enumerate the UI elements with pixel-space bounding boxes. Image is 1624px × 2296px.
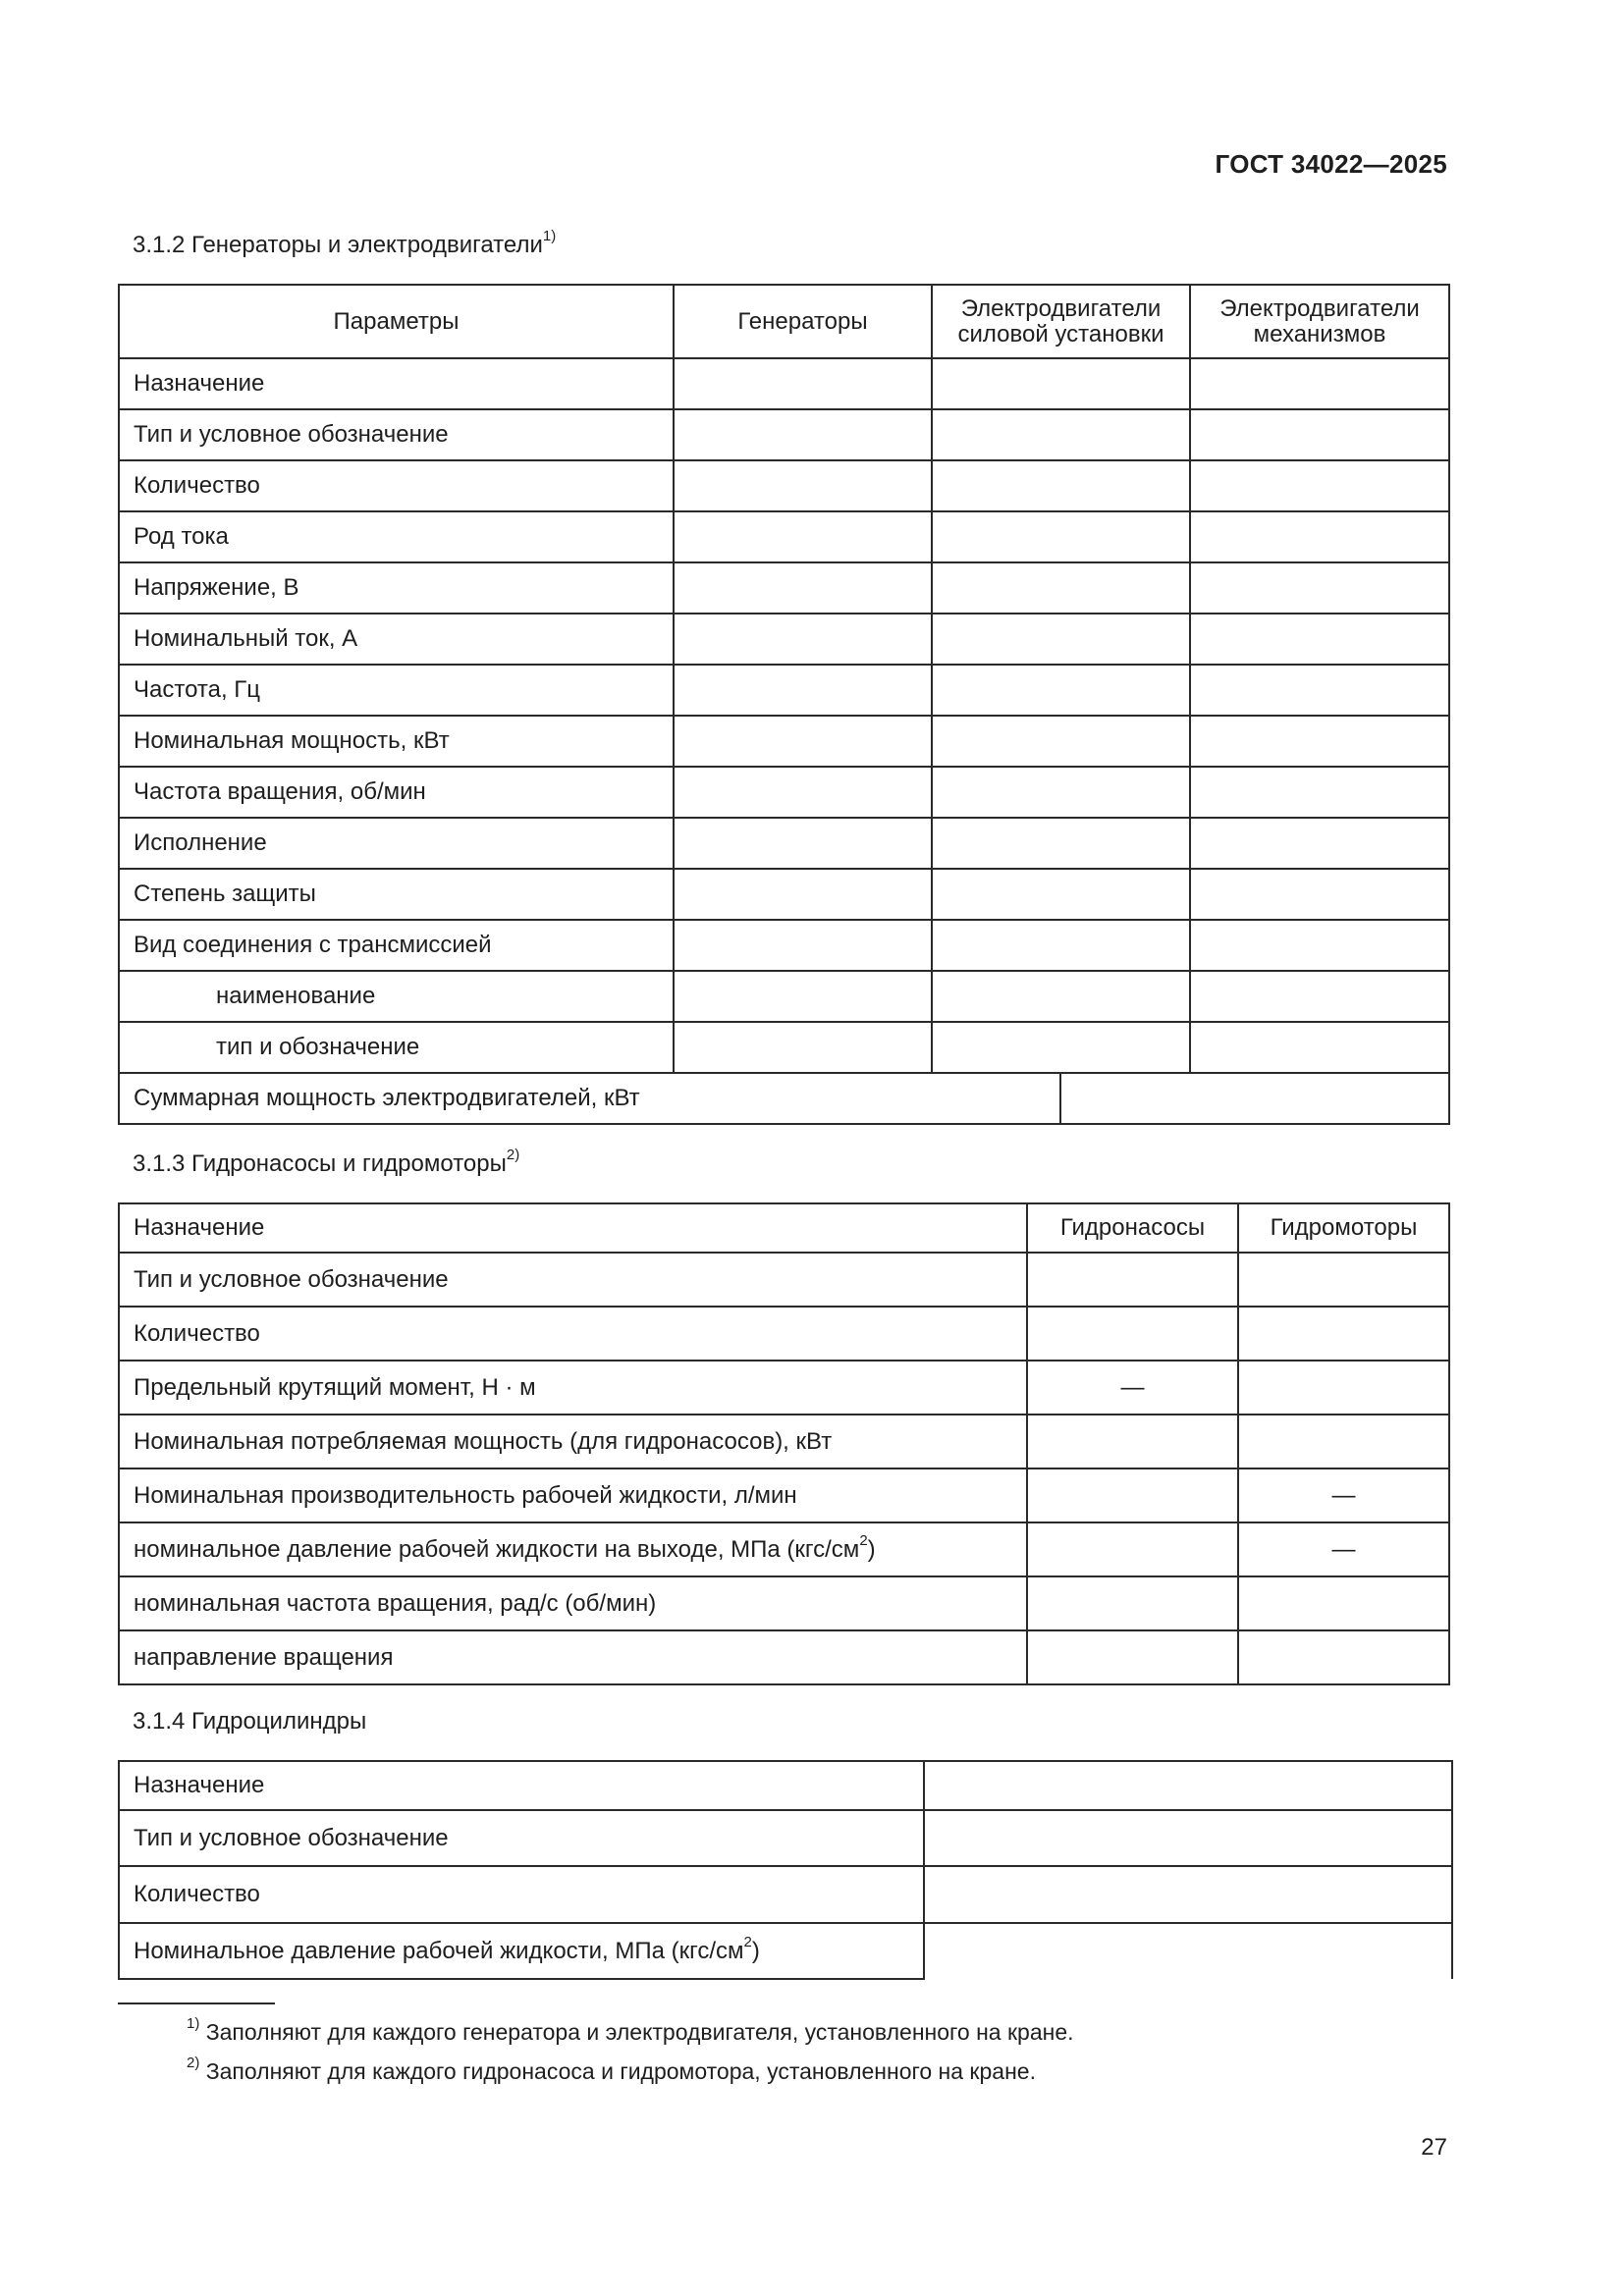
cell-mechanism-motors[interactable] [1190, 1022, 1449, 1073]
cell-power-motors[interactable] [932, 716, 1190, 767]
cell-mechanism-motors[interactable] [1190, 562, 1449, 614]
col-header-mechanism-motors-line-1: Электродвигатели [1219, 294, 1420, 322]
cell-generators[interactable] [674, 358, 932, 409]
table-row [119, 1307, 1449, 1361]
cell-value[interactable] [924, 1866, 1452, 1923]
row-label: направление вращения [119, 1630, 1027, 1684]
cell-power-motors[interactable] [932, 971, 1190, 1022]
pumps-motors-table [118, 1202, 1450, 1685]
section-312-title [133, 228, 557, 259]
cell-generators[interactable] [674, 511, 932, 562]
cell-mechanism-motors[interactable] [1190, 716, 1449, 767]
cell-pumps[interactable] [1027, 1468, 1238, 1522]
cell-power-motors[interactable] [932, 358, 1190, 409]
cell-motors[interactable] [1238, 1361, 1449, 1415]
row-label-superscript: 2 [743, 1933, 752, 1950]
row-label: Род тока [119, 511, 674, 562]
row-label: Номинальная потребляемая мощность (для гидронасосов), кВт [119, 1415, 1027, 1468]
cell-pumps[interactable] [1027, 1576, 1238, 1630]
row-label: Номинальный ток, А [119, 614, 674, 665]
footnote-1-mark: 1) [187, 2015, 200, 2033]
col-header-motors: Гидромоторы [1238, 1203, 1449, 1253]
cell-power-motors[interactable] [932, 562, 1190, 614]
table-row [119, 920, 1449, 971]
col-header-mechanism-motors [1190, 285, 1449, 358]
table-row [119, 869, 1449, 920]
cell-generators[interactable] [674, 665, 932, 716]
cell-motors[interactable] [1238, 1630, 1449, 1684]
cylinders-table [118, 1760, 1453, 1980]
section-312-title-text: 3.1.2 Генераторы и электродвигатели [133, 232, 543, 258]
footnote-ref-2: 2) [506, 1147, 520, 1163]
cell-power-motors[interactable] [932, 920, 1190, 971]
footnote-2 [187, 2055, 1036, 2085]
table-row [119, 1361, 1449, 1415]
row-label-tail: ) [751, 1937, 760, 1964]
col-header-power-motors-line-1: Электродвигатели [960, 294, 1162, 322]
table-row [119, 1576, 1449, 1630]
table-header-row [119, 285, 1449, 358]
cell-generators[interactable] [674, 920, 932, 971]
footnote-divider [118, 2002, 275, 2004]
table-row [119, 1415, 1449, 1468]
row-label: номинальная частота вращения, рад/с (об/мин) [119, 1576, 1027, 1630]
cell-power-motors[interactable] [932, 511, 1190, 562]
cell-value[interactable] [924, 1923, 1452, 1979]
row-label: Тип и условное обозначение [119, 1810, 924, 1866]
row-label: Тип и условное обозначение [119, 1253, 1027, 1307]
footnote-ref-1: 1) [542, 228, 557, 244]
table-row [119, 1522, 1449, 1576]
cell-generators[interactable] [674, 818, 932, 869]
col-header-mechanism-motors-line-2: механизмов [1253, 320, 1386, 347]
row-label: Исполнение [119, 818, 674, 869]
row-label-sub: тип и обозначение [119, 1022, 674, 1073]
table-row [119, 511, 1449, 562]
footnote-1-text: Заполняют для каждого генератора и электродвигателя, установленного на кране. [205, 2019, 1074, 2045]
cell-mechanism-motors[interactable] [1190, 767, 1449, 818]
col-header-pumps: Гидронасосы [1027, 1203, 1238, 1253]
row-label-tail: ) [867, 1535, 876, 1563]
row-label: Степень защиты [119, 869, 674, 920]
table-total-row [119, 1073, 1449, 1124]
col-header-power-motors [932, 285, 1190, 358]
table-row [119, 562, 1449, 614]
cell-generators[interactable] [674, 971, 932, 1022]
table-row [119, 665, 1449, 716]
table-row [119, 1022, 1449, 1073]
table-header-row [119, 1203, 1449, 1253]
cell-generators[interactable] [674, 767, 932, 818]
row-label: Назначение [119, 358, 674, 409]
cell-power-motors[interactable] [932, 460, 1190, 511]
cell-mechanism-motors[interactable] [1190, 460, 1449, 511]
cell-generators[interactable] [674, 1022, 932, 1073]
cell-power-motors[interactable] [932, 869, 1190, 920]
row-label [119, 1522, 1027, 1576]
cell-mechanism-motors[interactable] [1190, 818, 1449, 869]
cell-power-motors[interactable] [932, 409, 1190, 460]
cell-power-motors[interactable] [932, 818, 1190, 869]
cell-power-motors[interactable] [932, 767, 1190, 818]
cell-mechanism-motors[interactable] [1190, 869, 1449, 920]
row-label: Назначение [119, 1761, 924, 1810]
row-label: Номинальная производительность рабочей жидкости, л/мин [119, 1468, 1027, 1522]
row-label: Тип и условное обозначение [119, 409, 674, 460]
footnote-2-text: Заполняют для каждого гидронасоса и гидромотора, установленного на кране. [205, 2058, 1036, 2084]
cell-motors[interactable]: — [1238, 1522, 1449, 1576]
cell-mechanism-motors[interactable] [1190, 358, 1449, 409]
page-number: 27 [1421, 2134, 1447, 2161]
table-row [119, 818, 1449, 869]
section-314-title: 3.1.4 Гидроцилиндры [133, 1708, 367, 1735]
row-label: Количество [119, 1866, 924, 1923]
row-label: Частота, Гц [119, 665, 674, 716]
cell-motors[interactable] [1238, 1576, 1449, 1630]
table-row [119, 614, 1449, 665]
table-row [119, 1761, 1452, 1810]
footnote-1 [187, 2015, 1074, 2046]
col-header-parameters: Параметры [119, 285, 674, 358]
row-label-text: номинальное давление рабочей жидкости на выходе, МПа (кгс/см [134, 1535, 860, 1563]
table-row [119, 460, 1449, 511]
cell-power-motors[interactable] [932, 1022, 1190, 1073]
row-label: Количество [119, 1307, 1027, 1361]
cell-power-motors[interactable] [932, 665, 1190, 716]
cell-generators[interactable] [674, 562, 932, 614]
cell-mechanism-motors[interactable] [1190, 920, 1449, 971]
row-label: Частота вращения, об/мин [119, 767, 674, 818]
table-row [119, 767, 1449, 818]
section-313-title-text: 3.1.3 Гидронасосы и гидромоторы [133, 1150, 507, 1177]
cell-mechanism-motors[interactable] [1190, 971, 1449, 1022]
document-code: ГОСТ 34022—2025 [1215, 149, 1447, 179]
cell-pumps[interactable] [1027, 1415, 1238, 1468]
cell-pumps[interactable] [1027, 1307, 1238, 1361]
row-label: Напряжение, В [119, 562, 674, 614]
row-label: Вид соединения с трансмиссией [119, 920, 674, 971]
cell-pumps[interactable] [1027, 1522, 1238, 1576]
section-313-title [133, 1147, 520, 1178]
cell-total-power[interactable] [1060, 1073, 1449, 1124]
table-row [119, 409, 1449, 460]
cell-motors[interactable] [1238, 1307, 1449, 1361]
table-row [119, 1630, 1449, 1684]
cell-motors[interactable] [1238, 1253, 1449, 1307]
table-row [119, 1253, 1449, 1307]
table-row [119, 358, 1449, 409]
table-row [119, 1810, 1452, 1866]
cell-mechanism-motors[interactable] [1190, 614, 1449, 665]
cell-generators[interactable] [674, 460, 932, 511]
table-row [119, 971, 1449, 1022]
table-row [119, 1923, 1452, 1979]
row-label [119, 1923, 924, 1979]
table-row [119, 1468, 1449, 1522]
cell-pumps[interactable] [1027, 1630, 1238, 1684]
col-header-generators: Генераторы [674, 285, 932, 358]
row-label: Предельный крутящий момент, Н · м [119, 1361, 1027, 1415]
cell-mechanism-motors[interactable] [1190, 409, 1449, 460]
cell-value[interactable] [924, 1761, 1452, 1810]
cell-pumps[interactable] [1027, 1253, 1238, 1307]
table-row [119, 716, 1449, 767]
total-power-label: Суммарная мощность электродвигателей, кВт [119, 1073, 1060, 1124]
cell-mechanism-motors[interactable] [1190, 665, 1449, 716]
row-label: Номинальная мощность, кВт [119, 716, 674, 767]
row-label-text: Номинальное давление рабочей жидкости, МПа (кгс/см [134, 1937, 744, 1964]
cell-generators[interactable] [674, 614, 932, 665]
cell-power-motors[interactable] [932, 614, 1190, 665]
row-label-superscript: 2 [859, 1531, 868, 1549]
col-header-purpose: Назначение [119, 1203, 1027, 1253]
row-label-sub: наименование [119, 971, 674, 1022]
footnote-2-mark: 2) [187, 2055, 200, 2072]
col-header-power-motors-line-2: силовой установки [957, 320, 1164, 347]
cell-generators[interactable] [674, 716, 932, 767]
cell-motors[interactable] [1238, 1415, 1449, 1468]
cell-generators[interactable] [674, 869, 932, 920]
table-row [119, 1866, 1452, 1923]
cell-motors[interactable]: — [1238, 1468, 1449, 1522]
row-label: Количество [119, 460, 674, 511]
cell-mechanism-motors[interactable] [1190, 511, 1449, 562]
cell-value[interactable] [924, 1810, 1452, 1866]
generators-motors-table [118, 284, 1450, 1125]
cell-pumps[interactable]: — [1027, 1361, 1238, 1415]
cell-generators[interactable] [674, 409, 932, 460]
